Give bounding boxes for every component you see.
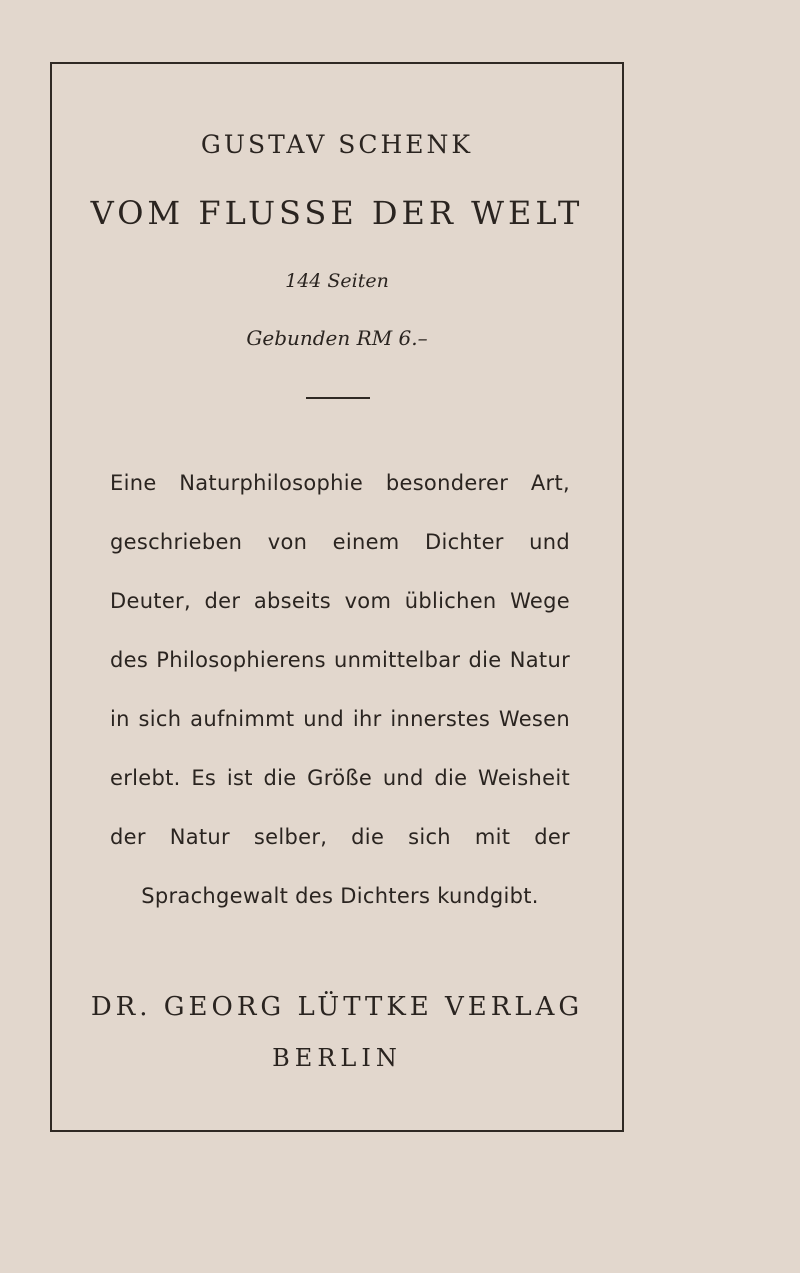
price: Gebunden RM 6.– [246,326,428,350]
section-divider [306,397,370,399]
book-description: Eine Naturphilosophie besonderer Art, geschrieben von einem Dichter und Deuter, der abseits vom üblichen Wege des Philosophierens unmittelbar die Natur in sich aufnimmt und ihr innerstes Wesen erlebt. Es ist die Größe und die Weisheit der Natur selber, die sich mit der Sprachgewalt des Dichters kundgibt. [110,471,570,908]
publisher-name: DR. GEORG LÜTTKE VERLAG [90,992,584,1022]
page-count: 144 Seiten [285,270,389,292]
publisher-city: BERLIN [272,1044,402,1072]
book-title: VOM FLUSSE DER WELT [90,194,584,232]
author-name: GUSTAV SCHENK [200,130,474,159]
advertisement-frame [50,62,624,1132]
